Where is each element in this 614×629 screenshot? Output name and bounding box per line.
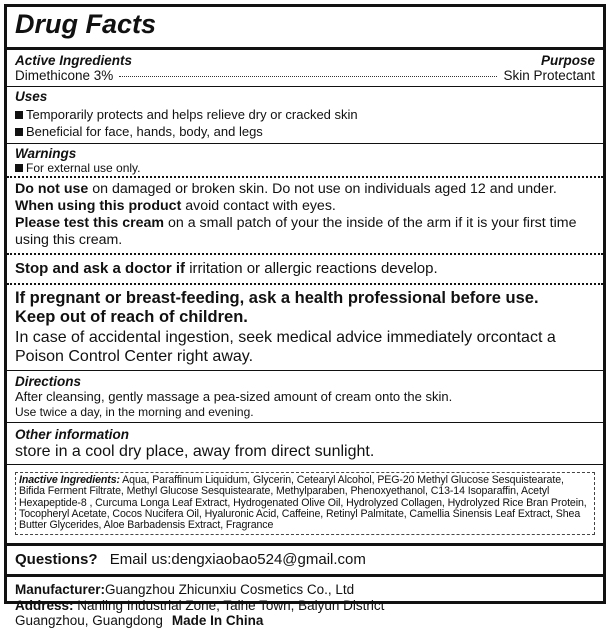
active-ingredient: Dimethicone 3% bbox=[15, 68, 114, 83]
external-use-note: For external use only. bbox=[15, 161, 595, 175]
other-info-heading: Other information bbox=[15, 427, 129, 442]
bullet-icon bbox=[15, 128, 23, 136]
warnings-heading: Warnings bbox=[15, 146, 77, 161]
directions-line: After cleansing, gently massage a pea-sized amount of cream onto the skin. bbox=[15, 389, 453, 404]
questions-section bbox=[7, 546, 603, 577]
bullet-icon bbox=[15, 164, 23, 172]
purpose-heading: Purpose bbox=[540, 53, 595, 68]
inactive-ingredients-text: Aqua, Paraffinum Liquidum, Glycerin, Cetearyl Alcohol, PEG-20 Methyl Glucose Sesquistearate, Bifida Ferment Filtrate, Methyl Glucose Sesquistearate, Methylparaben, Phenoxyethanol, C13-14 Isoparaffin, Acetyl Hexapeptide-8 , Curcuma Longa Leaf Extract, Hydrogenated Olive Oil, Hydrolyzed Collagen, Hydrolyzed Rice Bran Protein, Tocopheryl Acetate, Cocos Nucifera Oil, Hyaluronic Acid, Caffeine, Retinyl Palmitate, Camellia Sinensis Leaf Extract, Shea Butter Glycerides, Aloe Barbadensis Extract, Fragrance bbox=[19, 474, 587, 532]
manufacturer-line: Manufacturer:Guangzhou Zhicunxiu Cosmetics Co., Ltd bbox=[15, 582, 355, 598]
active-ingredients-heading: Active Ingredients bbox=[15, 53, 133, 68]
directions-heading: Directions bbox=[15, 374, 82, 389]
warnings-details bbox=[7, 178, 603, 255]
test-cream: Please test this cream on a small patch of your the inside of the arm if it is your first time using this cream. bbox=[15, 215, 577, 248]
uses-heading: Uses bbox=[15, 89, 48, 104]
manufacturer-section bbox=[7, 577, 603, 629]
pregnancy-section bbox=[7, 285, 603, 371]
ingestion-warning: In case of accidental ingestion, seek medical advice immediately orcontact a Poison Control Center right away. bbox=[15, 329, 556, 365]
active-ingredients-section bbox=[7, 50, 603, 87]
uses-item: Temporarily protects and helps relieve dry or cracked skin bbox=[15, 107, 595, 123]
other-info-text: store in a cool dry place, away from direct sunlight. bbox=[15, 443, 375, 460]
bullet-icon bbox=[15, 111, 23, 119]
title-section bbox=[7, 7, 603, 50]
warnings-heading-section bbox=[7, 144, 603, 178]
keep-out-warning: Keep out of reach of children. bbox=[15, 308, 248, 326]
stop-ask-doctor: Stop and ask a doctor if irritation or allergic reactions develop. bbox=[7, 255, 603, 285]
other-info-section bbox=[7, 423, 603, 465]
drug-facts-panel bbox=[4, 4, 606, 629]
questions-email[interactable]: Email us:dengxiaobao524@gmail.com bbox=[109, 551, 366, 569]
inactive-section bbox=[7, 465, 603, 546]
city-line: Guangzhou, Guangdong Made In China bbox=[15, 613, 264, 629]
pregnant-warning: If pregnant or breast-feeding, ask a health professional before use. bbox=[15, 289, 539, 307]
uses-item: Beneficial for face, hands, body, and legs bbox=[15, 124, 595, 140]
directions-line: Use twice a day, in the morning and evening. bbox=[15, 405, 254, 419]
page-title: Drug Facts bbox=[15, 9, 157, 39]
uses-section bbox=[7, 87, 603, 144]
when-using: When using this product avoid contact with eyes. bbox=[15, 198, 336, 214]
do-not-use: Do not use on damaged or broken skin. Do not use on individuals aged 12 and under. bbox=[15, 181, 557, 197]
dot-leader bbox=[119, 76, 497, 77]
directions-section bbox=[7, 371, 603, 423]
questions-label: Questions? bbox=[15, 551, 98, 569]
address-line: Address: Nanling Industrial Zone, Taihe Town, Baiyun District bbox=[15, 597, 385, 613]
inactive-ingredients-label: Inactive Ingredients: bbox=[19, 474, 120, 486]
purpose-value: Skin Protectant bbox=[503, 68, 595, 83]
inactive-ingredients-box bbox=[15, 472, 595, 535]
